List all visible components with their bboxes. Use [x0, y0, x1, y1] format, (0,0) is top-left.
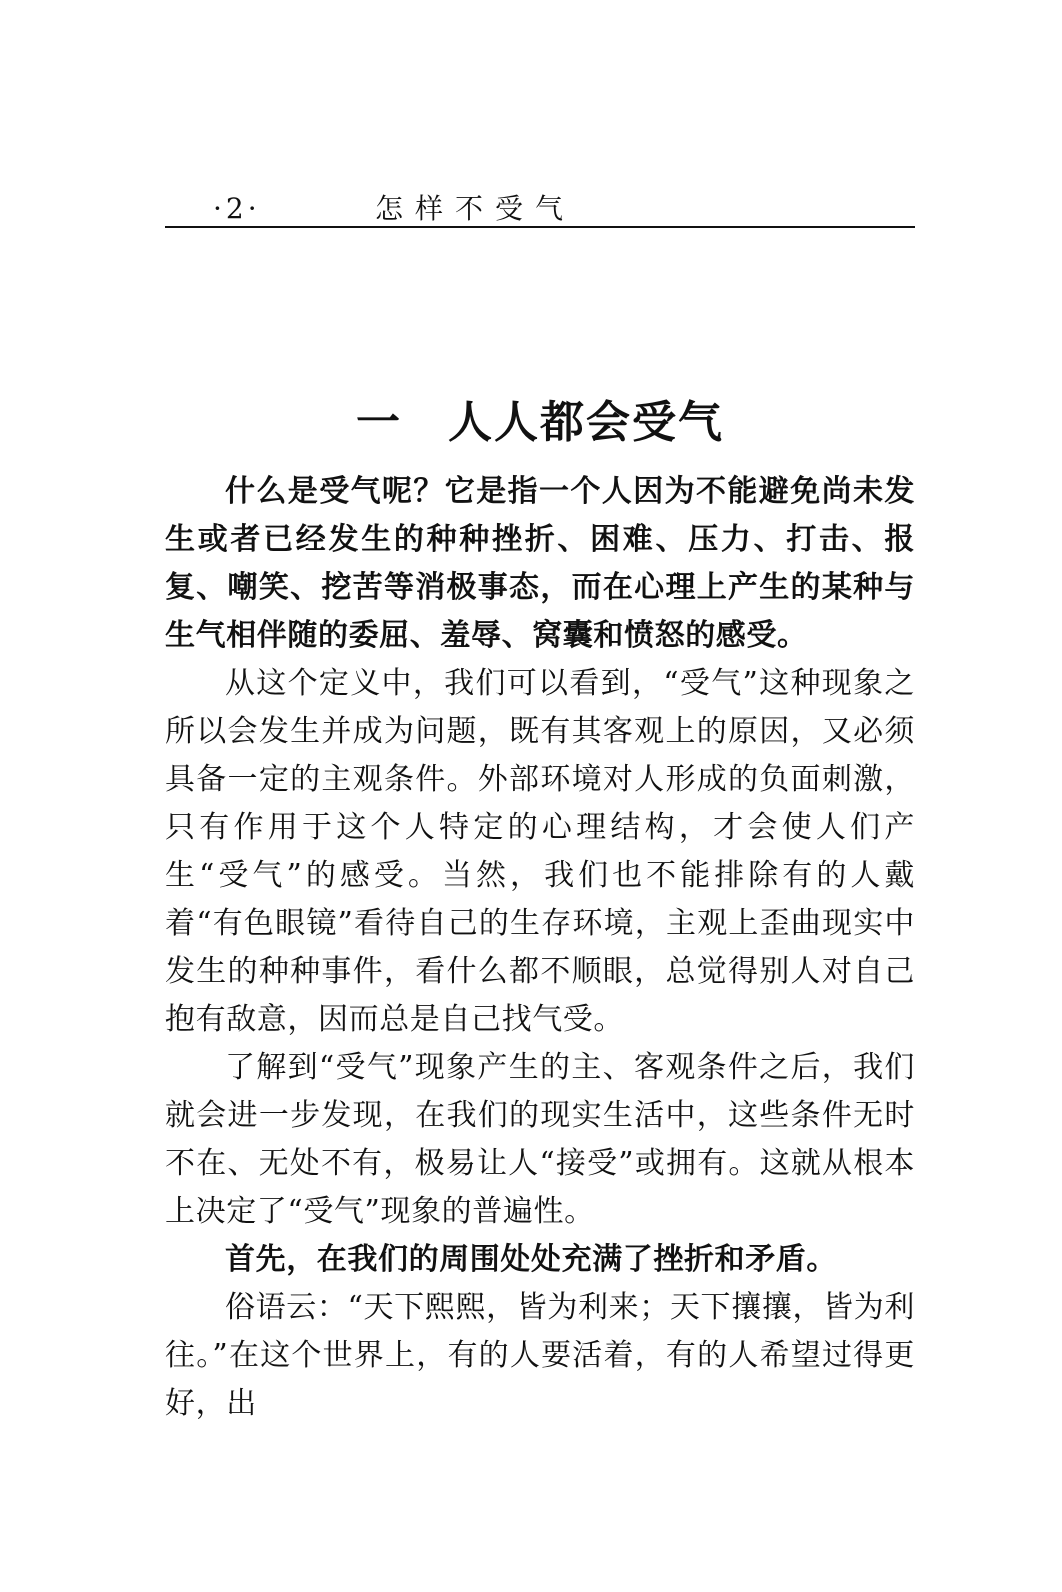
running-head [165, 192, 915, 228]
chapter-title: 一 人人都会受气 [356, 397, 724, 449]
section-heading: 首先，在我们的周围处处充满了挫折和矛盾。 [225, 1242, 837, 1277]
page-number: ·2· [213, 192, 261, 225]
definition-paragraph: 什么是受气呢？它是指一个人因为不能避免尚未发生或者已经发生的种种挫折、困难、压力、打击、报复、嘲笑、挖苦等消极事态，而在心理上产生的某种与生气相伴随的委屈、羞辱、窝囊和愤怒的感受。 [165, 474, 915, 653]
body-paragraph: 了解到“受气”现象产生的主、客观条件之后，我们就会进一步发现，在我们的现实生活中，这些条件无时不在、无处不有，极易让人“接受”或拥有。这就从根本上决定了“受气”现象的普遍性。 [165, 1050, 915, 1229]
body-text [165, 468, 915, 1428]
body-paragraph: 从这个定义中，我们可以看到，“受气”这种现象之所以会发生并成为问题，既有其客观上的原因，又必须具备一定的主观条件。外部环境对人形成的负面刺激，只有作用于这个人特定的心理结构，才会使人们产生“受气”的感受。当然，我们也不能排除有的人戴着“有色眼镜”看待自己的生存环境，主观上歪曲现实中发生的种种事件，看什么都不顺眼，总觉得别人对自己抱有敌意，因而总是自己找气受。 [165, 666, 915, 1037]
book-title: 怎样不受气 [375, 192, 576, 225]
body-paragraph: 俗语云：“天下熙熙，皆为利来；天下攘攘，皆为利往。”在这个世界上，有的人要活着，有的人希望过得更好，出 [165, 1290, 915, 1421]
